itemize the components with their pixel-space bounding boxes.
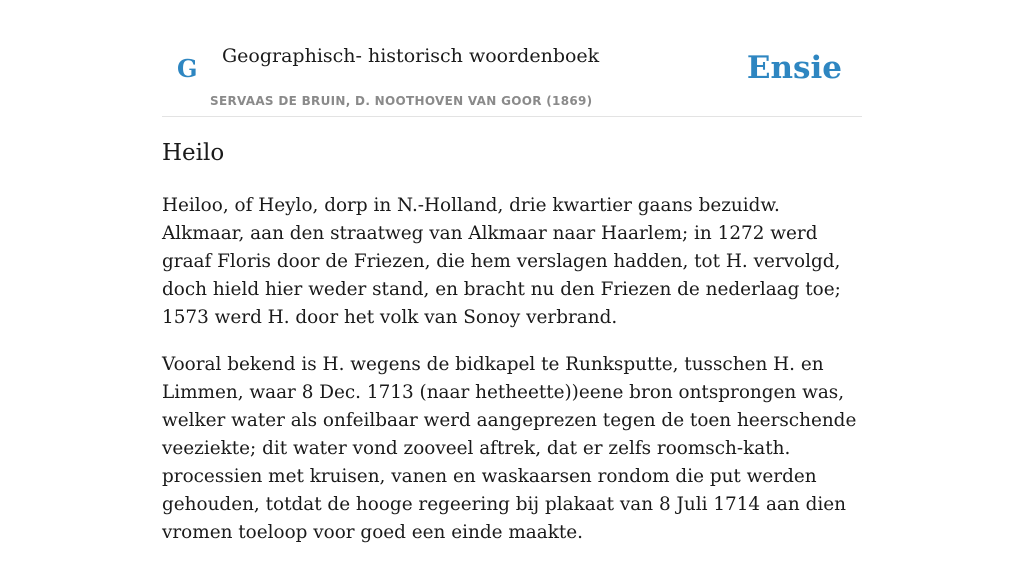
book-title[interactable]: Geographisch- historisch woordenboek <box>222 45 600 67</box>
entry-paragraph: Heiloo, of Heylo, dorp in N.-Holland, drie kwartier gaans bezuidw. Alkmaar, aan den straatweg van Alkmaar naar Haarlem; in 1272 werd graaf Floris door de Friezen, die hem verslagen hadden, tot H. vervolgd, doch hield hier weder stand, en bracht nu den Friezen de nederlaag toe; 1573 werd H. door het volk van Sonoy verbrand. <box>162 195 841 328</box>
entry-body <box>162 192 862 566</box>
content-container <box>162 0 862 543</box>
entry-paragraph: Vooral bekend is H. wegens de bidkapel te Runksputte, tusschen H. en Limmen, waar 8 Dec. 1713 (naar hetheette))eene bron ontsprongen was, welker water als onfeilbaar werd aangeprezen tegen de toen heerschende veeziekte; dit water vond zooveel aftrek, dat er zelfs roomsch-kath. processien met kruisen, vanen en waskaarsen rondom die put werden gehouden, totdat de hooge regeering bij plakaat van 8 Juli 1714 aan dien vromen toeloop voor goed een einde maakte. <box>162 354 857 543</box>
book-header <box>162 0 862 117</box>
book-authors: SERVAAS DE BRUIN, D. NOOTHOVEN VAN GOOR (1869) <box>210 94 593 108</box>
entry-title: Heilo <box>162 140 225 166</box>
ensie-logo[interactable]: Ensie <box>746 50 842 86</box>
book-letter-icon: G <box>177 54 198 83</box>
